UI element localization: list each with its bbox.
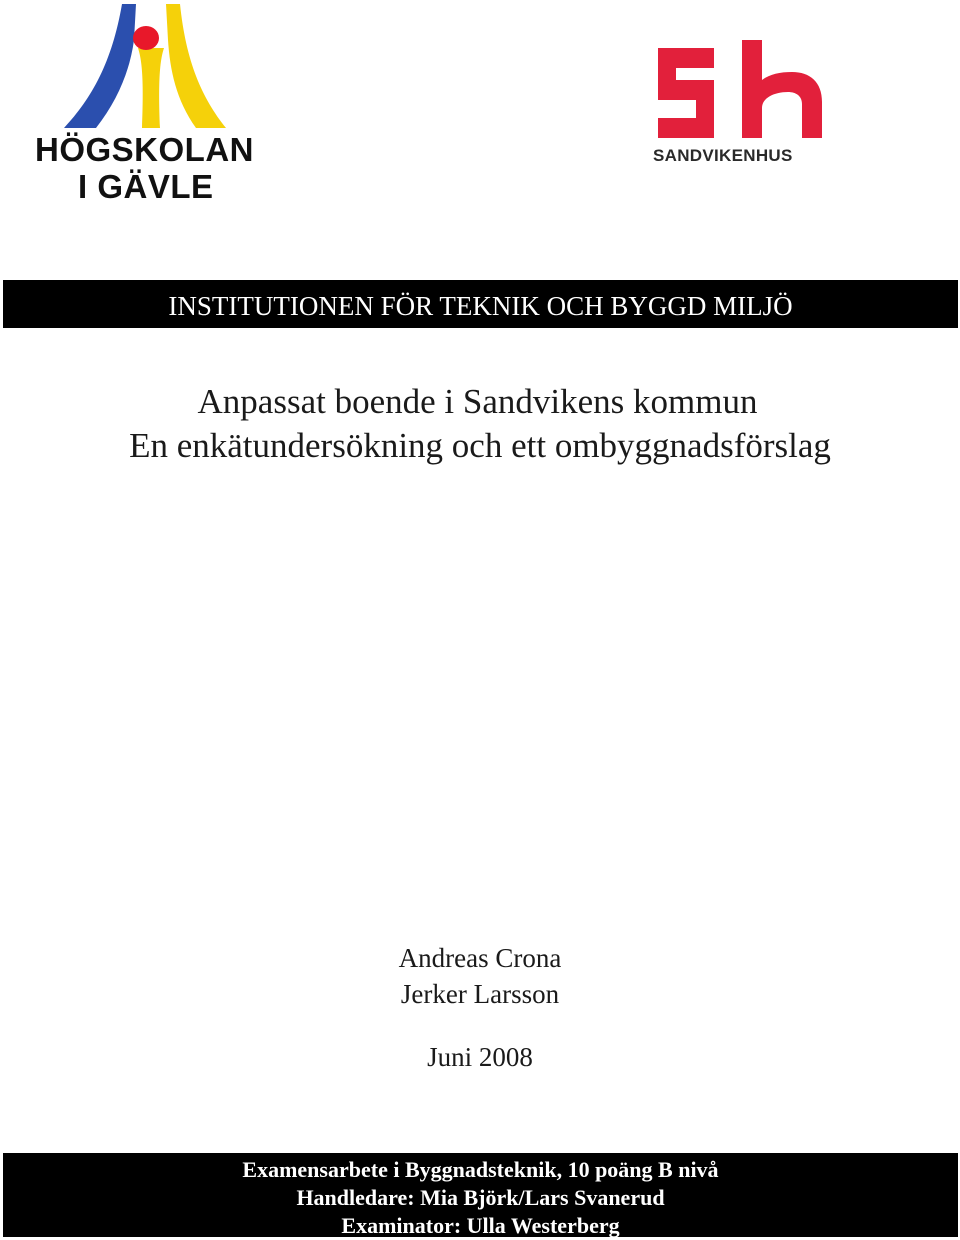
department-header-bar — [3, 280, 958, 328]
sh-mark-s — [658, 48, 714, 138]
authors-block — [0, 940, 960, 1012]
sh-mark-icon — [650, 40, 835, 145]
logo-text-line2: I GÄVLE — [78, 168, 214, 205]
emblem-red-dot — [133, 26, 159, 50]
department-name: INSTITUTIONEN FÖR TEKNIK OCH BYGGD MILJÖ — [168, 290, 793, 321]
footer-info-bar — [3, 1153, 958, 1237]
hogskolan-i-gavle-logo — [30, 0, 270, 205]
examiner: Examinator: Ulla Westerberg — [341, 1213, 620, 1238]
emblem-blue-shape — [64, 4, 136, 128]
document-title — [0, 380, 960, 468]
sandvikenhus-label: SANDVIKENHUS — [653, 146, 793, 165]
title-subtitle: En enkätundersökning och ett ombyggnadsförslag — [129, 426, 831, 465]
author-name: Andreas Crona — [398, 943, 562, 973]
thesis-description: Examensarbete i Byggnadsteknik, 10 poäng B nivå — [242, 1157, 719, 1182]
sandvikenhus-logo — [650, 40, 835, 175]
publication-date: Juni 2008 — [427, 1042, 533, 1072]
title-main: Anpassat boende i Sandvikens kommun — [197, 382, 758, 421]
author-name: Jerker Larsson — [400, 979, 560, 1009]
sh-mark-h — [742, 40, 822, 138]
emblem-yellow-shape-right — [166, 4, 226, 128]
supervisors: Handledare: Mia Björk/Lars Svanerud — [296, 1185, 665, 1210]
logo-text-line1: HÖGSKOLAN — [35, 131, 254, 168]
hogskolan-emblem-icon — [30, 0, 270, 130]
emblem-yellow-shape-center — [138, 48, 164, 128]
